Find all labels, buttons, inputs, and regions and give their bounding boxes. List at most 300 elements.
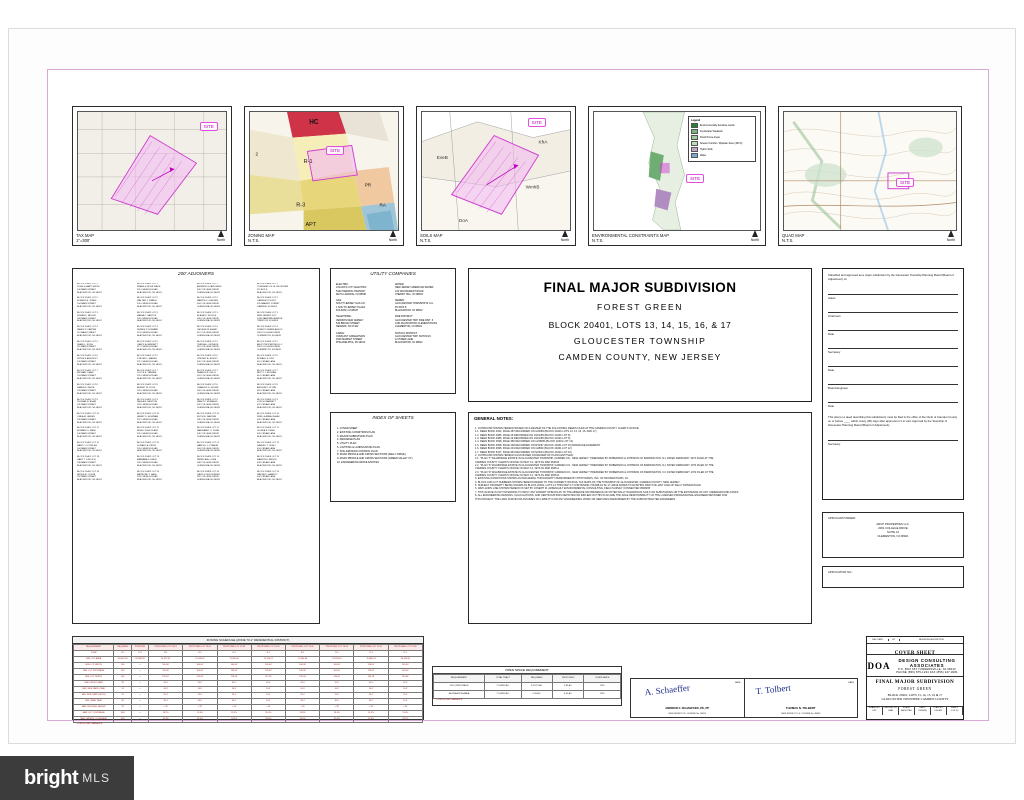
soils-map-scale: N.T.S.	[420, 237, 432, 243]
zoning-cell: 10'	[114, 687, 132, 693]
index-item: 7. SOIL EROSION CONTROL PLAN	[337, 449, 378, 453]
open-space-cell: 15% OPEN SPACE	[434, 683, 485, 691]
sheet-name-row	[867, 644, 963, 655]
zoning-schedule-grid	[73, 644, 423, 723]
zoning-cell: ---	[132, 681, 149, 687]
environmental-legend	[688, 116, 756, 162]
title-line-1: FINAL MAJOR SUBDIVISION	[543, 280, 737, 295]
open-space-column-header: REQUIREMENT	[434, 675, 485, 683]
zoning-cell: 30.0'	[251, 699, 285, 705]
zoning-cell: 30.0'	[285, 699, 319, 705]
zoning-cell: 35.0'	[285, 681, 319, 687]
application-number-block	[822, 566, 964, 588]
utility-entry: ELECTRIC: ATLANTIC CITY ELECTRIC 5100 HARDING HIGHWAY MAYS LANDING, NJ 08330	[336, 283, 367, 296]
zoning-cell: 100.00'	[183, 663, 217, 669]
legend-row	[691, 135, 753, 140]
zoning-cell: 100.00'	[217, 663, 251, 669]
zoning-cell: < 35'	[149, 705, 183, 711]
zoning-cell: MAX. BUILDING HEIGHT	[74, 705, 114, 711]
index-header: INDEX OF SHEETS	[372, 415, 414, 420]
north-arrow-tax: North	[215, 230, 227, 242]
legend-row	[691, 153, 753, 158]
adjoiner-entry: BLOCK 20403 LOT 8 CHARLES D. NOLAN 328 COLLEGE DRIVE GLENDORA, NJ 08029	[197, 384, 220, 395]
adjoiner-entry: BLOCK 20401 LOT 7 MICHAEL DEAN 124 MAIN STREET BLACKWOOD, NJ 08012	[77, 369, 102, 381]
applicant-address-3: CLEMENTON, NJ 08021	[877, 534, 909, 539]
zoning-cell: 100.00'	[285, 663, 319, 669]
general-note-line: 8. ALL ENGINEERING DESIGNS, CALCULATIONS, AND CERTIFICATIONS DEPICTED OR IMPLIED ON THIS PLAN ARE THE SOLE RESPONSIBILITY OF THE LICENSED PROFESSIONAL ENGINEER RETAINED FOR	[475, 494, 728, 498]
svg-text:APT: APT	[305, 221, 317, 229]
zoning-cell: 130.52'	[149, 675, 183, 681]
zoning-cell: < 35'	[217, 705, 251, 711]
applicant-name: ARCP PROPERTIES LLC.	[876, 522, 910, 527]
north-arrow-zoning: North	[387, 230, 399, 242]
approval-signature-line[interactable]	[828, 377, 958, 385]
general-note-line: 2.2. "PLAN 'S' WILLBRIDGE ESTATE IN GLOUCESTER TOWNSHIP, CAMDEN CO., NEW JERSEY" PREPARED BY ROBERSON & JOHNSON OF BARRINGTON, NJ, DATED FEBRUARY 1972 FILED AT THE	[475, 463, 714, 467]
zoning-map-scale: N.T.S.	[248, 237, 260, 243]
open-space-column-header: COMPLIANCE	[584, 675, 621, 683]
zoning-column-header: PROPOSED LOT 13.08	[388, 645, 422, 651]
adjoiner-entry: BLOCK 20403 LOT 6 VINCENT A. RUSSO 320 COLLEGE DRIVE GLENDORA, NJ 08029	[197, 355, 220, 366]
zoning-cell: ---	[132, 699, 149, 705]
utility-entry: SEWER: GLOUCESTER TOWNSHIP M.U.A. PO BOX 8 BLACKWOOD, NJ 08012	[395, 299, 434, 313]
zoning-cell: 25.0'	[320, 693, 354, 699]
zoning-cell: 35.0'	[183, 681, 217, 687]
svg-text:R-1: R-1	[303, 159, 313, 166]
zoning-schedule-title: ZONING SCHEDULE (ZONE "R-1" RESIDENTIAL DISTRICT)	[73, 637, 423, 644]
zoning-cell: 25'	[114, 693, 132, 699]
zoning-column-header: EXISTING	[132, 645, 149, 651]
zoning-column-header: PROPOSED LOT 13.05	[285, 645, 319, 651]
adjoiner-entry: BLOCK 20403 LOT 7 SHARON E. KELLY 324 COLLEGE DRIVE GLENDORA, NJ 08029	[197, 369, 220, 381]
zoning-cell: ---	[132, 705, 149, 711]
zoning-cell: MIN. LOT DEPTH	[74, 675, 114, 681]
zoning-cell: 35'	[114, 705, 132, 711]
zoning-cell: 10.0'	[388, 687, 422, 693]
utility-column-2	[395, 283, 453, 390]
open-space-grid	[433, 674, 621, 699]
zoning-cell: MAX. LOT COVERAGE	[74, 711, 114, 717]
adjoiner-entry: BLOCK 20404 LOT 13 MARION E. BRUCE 438 CEDAR LANE BLACKWOOD, NJ 08012	[257, 456, 282, 467]
project-title-3: BLOCK 20401, LOTS 13, 14, 15, 16 & 17	[887, 693, 943, 697]
svg-text:2: 2	[255, 152, 259, 158]
approval-label-attest: Attest	[828, 296, 836, 301]
firm-row	[867, 655, 963, 677]
zoning-cell: 30'	[114, 699, 132, 705]
revision-date-header: REV. DATE	[867, 639, 889, 641]
application-number-label: APPLICATION NO.:	[828, 570, 853, 574]
surveyor-license: NEW JERSEY P.L.S. LICENSE No. 38809	[781, 713, 821, 715]
footer-cell-value: DFT	[872, 709, 877, 712]
zoning-cell: 14,357.42	[149, 657, 183, 663]
zoning-cell: < 35'	[285, 705, 319, 711]
approval-label-secretary: Secretary	[828, 350, 841, 355]
north-arrow-soils: North	[559, 230, 571, 242]
index-item: 5. UTILITY PLAN	[337, 442, 357, 445]
firm-address-1: P.O. BOX 667 TURNERSVILLE, NJ 08012	[898, 667, 956, 671]
plan-sheet	[8, 28, 1016, 744]
revision-header-row	[867, 637, 963, 644]
zoning-cell: 45%	[114, 717, 132, 723]
site-label-zoning: SITE	[326, 146, 344, 155]
adjoiner-entry: BLOCK 20404 LOT 9 LOIS M. BARRETT 422 CEDAR LANE BLACKWOOD, NJ 08012	[257, 398, 282, 410]
zoning-schedule-footnote: * = PROPOSED VARIANCE	[75, 723, 103, 725]
footer-cell-value: AS NOTED	[901, 709, 912, 712]
zoning-cell: MIN. SIDE YARD (BOTH)	[74, 693, 114, 699]
general-note-line: 1.7. DEED BOOK 5167, PAGE 964 RECORDED ON 5/23/01 (BLOCK 20401 LOT 16)	[475, 450, 572, 454]
zoning-cell: 20.1%	[217, 711, 251, 717]
zoning-cell: 25.0'	[251, 693, 285, 699]
utility-entry: CABLE: COMCAST CABLEVISION 1500 MARKET STREET PHILADELPHIA, PA 19102	[336, 331, 366, 345]
applicant-label: APPLICANT/OWNER:	[828, 516, 856, 520]
quad-map-caption	[782, 233, 804, 244]
general-note-line: 1.5. DEED BOOK 4968, PAGE 248 RECORDED ON 8/11/97 (BLOCK 20401 LOT 15) DRAINAGE EASEMENT	[475, 443, 601, 447]
utility-entry: WATER: NEW JERSEY AMERICAN WATER 131 WOODCREST ROAD CHERRY HILL, NJ 08003	[395, 283, 434, 296]
zoning-cell: 105.00'	[320, 663, 354, 669]
title-line-4: GLOUCESTER TOWNSHIP	[573, 336, 707, 346]
adjoiner-entry: BLOCK 20401 LOT 2 ROBERT A. JONES 104 MAIN STREET BLACKWOOD, NJ 08012	[77, 297, 102, 309]
title-block-footer-cell	[899, 707, 915, 715]
title-line-5: CAMDEN COUNTY, NEW JERSEY	[558, 352, 722, 362]
adjoiner-entry: BLOCK 20404 LOT 6 RONALD K. IVEY 410 CEDAR LANE BLACKWOOD, NJ 08012	[257, 355, 282, 366]
zoning-cell: 145.86'	[388, 675, 422, 681]
zoning-cell: 125.08'	[183, 675, 217, 681]
zoning-cell: MIN. REAR YARD	[74, 699, 114, 705]
open-space-body	[434, 683, 621, 699]
quad-map-name: QUAD MAP	[782, 232, 805, 238]
title-line-3: BLOCK 20401, LOTS 13, 14, 15, 16, & 17	[548, 320, 732, 330]
index-item: 4. DRAINAGE PLAN	[337, 438, 361, 442]
zoning-cell: 100.00'	[183, 669, 217, 675]
zoning-cell: 140.00'	[388, 663, 422, 669]
approval-intro: Classified and approved as a major subdivision by the Gloucester Township Planning Board (Board of Adjustment) on	[828, 273, 954, 282]
zoning-cell: 35.0'	[320, 681, 354, 687]
zoning-cell: 120.44'	[285, 675, 319, 681]
north-arrow-quad: North	[945, 230, 957, 242]
adjoiner-entry: BLOCK 20404 LOT 10 FRED & ANNA CHASE 426 CEDAR LANE BLACKWOOD, NJ 08012	[257, 412, 282, 424]
zoning-cell: 119.06'	[217, 675, 251, 681]
key-map-soils	[416, 106, 576, 246]
zoning-cell: 110.00'	[149, 669, 183, 675]
adjoiner-entry: BLOCK 20402 LOT 13 BARBARA S. KEEN 249 CHURCH ROAD BLACKWOOD, NJ 08012	[137, 456, 162, 467]
open-space-cell: 2.61737 AC.	[521, 683, 552, 691]
surveyor-date: DATE	[848, 682, 854, 684]
open-space-row	[434, 691, 621, 699]
approval-label-engineer: Board Engineer	[828, 386, 849, 391]
svg-text:RA: RA	[379, 203, 386, 209]
approval-label-date2: Date	[828, 368, 835, 373]
zoning-cell: 19.4%	[183, 711, 217, 717]
zoning-cell: 27.4%	[354, 717, 388, 723]
zoning-map-graphic	[249, 111, 399, 231]
zoning-cell: 35'	[114, 681, 132, 687]
adjoiner-entry: BLOCK 20404 LOT 1 TOWNSHIP OF GLOUCESTER PO BOX 8 BLACKWOOD, NJ 08012	[257, 283, 289, 294]
general-note-line: CAMDEN COUNTY CLERK'S OFFICE ON MAY 14, 1973 AS MAP #945-A	[475, 467, 560, 471]
legend-swatch	[691, 135, 698, 140]
adjoiners-panel	[72, 268, 320, 624]
utility-column-1	[336, 283, 392, 390]
legend-row	[691, 123, 753, 128]
general-note-line: 1.3. DEED BOOK 4086, PAGE 29 RECORDED ON 10/21/89 (BLOCK 20401 LOT 9)	[475, 437, 571, 441]
watermark-brand: bright	[24, 766, 79, 789]
index-of-sheets-panel	[330, 412, 456, 502]
zoning-cell: 10.0'	[285, 687, 319, 693]
adjoiner-entry: BLOCK 20401 LOT 8 KAREN F. WHITE 128 MAIN STREET BLACKWOOD, NJ 08012	[77, 384, 102, 395]
zoning-cell: 25.0'	[388, 693, 422, 699]
adjoiner-entry: BLOCK 20401 LOT 12 NANCY J. FOWLER 144 MAIN STREET BLACKWOOD, NJ 08012	[77, 441, 102, 453]
approval-signature-line[interactable]	[828, 395, 958, 403]
adjoiner-entry: BLOCK 20401 LOT 19 HELEN R. COSTA 152 MAIN STREET BLACKWOOD, NJ 08012	[77, 470, 102, 482]
adjoiners-column-4	[257, 283, 317, 620]
zoning-cell: ---	[132, 663, 149, 669]
adjoiner-entry: BLOCK 20402 LOT 6 STEVEN L. MARSH 221 CHURCH ROAD BLACKWOOD, NJ 08012	[137, 355, 162, 366]
site-label-tax: SITE	[200, 122, 218, 131]
engineer-signature-scrawl: A. Schaeffer	[643, 682, 690, 698]
general-note-line: 7. THIS OFFICE IS NOT INTENDING TO IMPLY ANY EXPERT OPINION AS TO THE ABSENCE OR PRESENCE OF POTENTIALLY HAZARDOUS SOILS OR SUBSTANCES OR THE EXISTENCE OF ANY UNDERGROUND TANKS.	[475, 490, 740, 494]
adjoiner-entry: BLOCK 20404 LOT 5 ARCP PROPERTIES LLC 2001 COLLEGE DRIVE CLEMENTON, NJ 08021	[257, 340, 283, 352]
main-title-panel	[468, 268, 812, 402]
title-line-2: FOREST GREEN	[596, 302, 684, 312]
legend-title: Legend	[691, 119, 701, 122]
general-note-line: 3. EXISTING CONDITIONS SHOWN AS PER AERIAL TOPOGRAPHY PERFORMED BY PHOTOMAPS, INC. OF MOORESTOWN, NJ.	[475, 477, 629, 481]
open-space-row	[434, 683, 621, 691]
zoning-cell: ---	[132, 669, 149, 675]
general-notes-panel	[468, 412, 812, 624]
firm-address-2: PHONE (856) 875-1234 FAX (856) 227-0081	[896, 670, 958, 674]
zoning-cell: ---	[132, 711, 149, 717]
sheet-title-block	[866, 636, 964, 720]
adjoiner-entry: BLOCK 20404 LOT 3 NEW JERSEY DOT 1035 PARKWAY AVENUE TRENTON, NJ 08625	[257, 311, 283, 323]
zoning-table-row	[74, 717, 423, 723]
open-space-cell: 2.92 AC.	[552, 683, 584, 691]
zoning-cell: 10.0'	[217, 687, 251, 693]
adjoiner-entry: BLOCK 20402 LOT 1 FRANK & ROSE DAVIS 201 CHURCH ROAD BLACKWOOD, NJ 08012	[137, 283, 162, 294]
environmental-map-name: ENVIRONMENTAL CONSTRAINTS MAP	[592, 232, 670, 238]
title-block-footer-cell	[867, 707, 883, 715]
zoning-column-header: REQUIREMENT	[74, 645, 114, 651]
zoning-cell: 33.0%	[183, 717, 217, 723]
svg-text:PR: PR	[364, 183, 372, 189]
zoning-cell: 35.0'	[388, 681, 422, 687]
svg-text:R-3: R-3	[296, 202, 306, 209]
zoning-cell: 31.4%	[149, 717, 183, 723]
soils-map-name: SOILS MAP	[420, 232, 443, 238]
key-map-quad	[778, 106, 962, 246]
site-label-soils: SITE	[528, 118, 546, 127]
soils-map-graphic	[421, 111, 571, 231]
zoning-cell: 12,508.01	[183, 657, 217, 663]
zoning-cell: 10,000 S.F.	[114, 657, 132, 663]
adjoiner-entry: BLOCK 20402 LOT 11 RITA & JOHN CLARY 241 CHURCH ROAD BLACKWOOD, NJ 08012	[137, 427, 162, 438]
approval-signature-line[interactable]	[828, 287, 958, 295]
tax-map-scale: 1"=300'	[76, 237, 91, 243]
quad-map-graphic	[783, 111, 957, 231]
zoning-cell: ZONE	[74, 651, 114, 657]
approval-label-date3: Date	[828, 404, 835, 409]
zoning-cell: 16.2%	[354, 711, 388, 717]
zoning-cell: 100.00'	[251, 669, 285, 675]
zoning-cell: MIN. LOT AREA	[74, 657, 114, 663]
surveyor-signature-cell[interactable]	[745, 679, 858, 717]
key-map-zoning	[244, 106, 404, 246]
zoning-cell: 13.0%	[388, 711, 422, 717]
zoning-cell: R-1	[149, 651, 183, 657]
adjoiner-entry: BLOCK 20402 LOT 5 CAROL A. BENNETT 217 CHURCH ROAD BLACKWOOD, NJ 08012	[137, 340, 162, 352]
legend-swatch	[691, 147, 698, 152]
legend-label: Water	[700, 154, 707, 157]
open-space-header-row	[434, 675, 621, 683]
zoning-cell: 35.0'	[217, 681, 251, 687]
zoning-cell: 18.6%	[320, 711, 354, 717]
zoning-cell: 31.8%	[320, 717, 354, 723]
open-space-column-header: PROPOSED	[552, 675, 584, 683]
adjoiner-entry: BLOCK 20401 LOT 1 JOHN & MARY SMITH 100 MAIN STREET BLACKWOOD, NJ 08012	[77, 283, 102, 294]
general-note-line: CAMDEN COUNTY CLERK'S OFFICE ON MAY 14, 1973 AS MAP #945-D	[475, 474, 560, 478]
zoning-cell: < 35'	[183, 705, 217, 711]
zoning-cell: 30.0'	[388, 699, 422, 705]
zoning-cell: MIN. LOT FRONTAGE	[74, 669, 114, 675]
zoning-column-header: PROPOSED LOT 13.04	[251, 645, 285, 651]
index-item: 8. ROAD PROFILE AND CROSS SECTIONS (KELLY DRIVE)	[337, 453, 406, 457]
project-title-row	[867, 677, 963, 707]
watermark-brightmls	[0, 756, 134, 800]
engineer-signature-cell[interactable]	[631, 679, 745, 717]
footer-cell-label: DATE:	[919, 707, 926, 709]
adjoiner-entry: BLOCK 20401 LOT 6 PETER & ANN HOLT 120 MAIN STREET BLACKWOOD, NJ 08012	[77, 355, 102, 366]
footer-cell-value: 05-0821	[934, 709, 943, 712]
index-item: 2. EXISTING CONDITIONS PLAN	[337, 430, 376, 434]
adjoiner-entry: BLOCK 20403 LOT 3 ELAINE F. WOODS 308 COLLEGE DRIVE GLENDORA, NJ 08029	[197, 311, 220, 323]
zoning-column-header: PROPOSED LOT 13.06	[320, 645, 354, 651]
key-map-environmental	[588, 106, 766, 246]
general-note-line: 2.1. "PLAN 'T' WILLBRIDGE ESTATE IN GLOUCESTER TOWNSHIP, CAMDEN CO., NEW JERSEY" PREPARED BY ROBERSON & JOHNSON OF BARRINGTON, NJ, DATED FEBRUARY 1972 FILED AT THE	[475, 457, 714, 461]
index-list	[337, 427, 451, 465]
zoning-map-name: ZONING MAP	[248, 232, 275, 238]
zoning-cell: 117.60'	[251, 675, 285, 681]
general-notes-header: GENERAL NOTES:	[474, 416, 514, 421]
adjoiner-entry: BLOCK 20402 LOT 7 JOYCE E. TANNER 225 CHURCH ROAD BLACKWOOD, NJ 08012	[137, 369, 162, 381]
svg-text:EveB: EveB	[436, 156, 448, 162]
utility-entry: SCHOOL DISTRICT: GLOUCESTER TWP. SCHOOLS 12 HIDER LANE BLACKWOOD, NJ 08012	[395, 331, 431, 345]
adjoiner-entry: BLOCK 20402 LOT 9 PAULA R. NEWTON 233 CHURCH ROAD BLACKWOOD, NJ 08012	[137, 398, 162, 410]
applicant-address-2: SUITE 12	[886, 530, 900, 535]
adjoiner-entry: BLOCK 20404 LOT 12 SAMUEL T. ODELL 434 CEDAR LANE BLACKWOOD, NJ 08012	[257, 441, 282, 453]
watermark-suffix: MLS	[82, 771, 110, 785]
professional-signature-block	[630, 678, 858, 718]
adjoiner-entry: BLOCK 20404 LOT 4 FOREST GREEN ASSOC. 2001 COLLEGE DRIVE CLEMENTON, NJ 08021	[257, 326, 283, 337]
zoning-cell: 20.4%	[251, 711, 285, 717]
legend-row	[691, 141, 753, 146]
utility-entry: FIRE DISTRICT: GLOUCESTER TWP. FIRE DIST. 3 1261 BLACKWOOD CLEMENTON RD CLEMENTON, NJ 08021	[395, 315, 438, 329]
firm-logo: DOA	[867, 660, 891, 671]
adjoiner-entry: BLOCK 20403 LOT 1 ANDREW & KATE REED 300 COLLEGE DRIVE GLENDORA, NJ 08029	[197, 283, 222, 294]
zoning-cell: R-1	[217, 651, 251, 657]
zoning-cell: 134.58'	[354, 675, 388, 681]
open-space-table	[432, 666, 622, 706]
zoning-cell: 100.00'	[217, 669, 251, 675]
index-item: 10. ENGINEERING DETAILS/NOTES	[337, 460, 379, 464]
zoning-cell: R-1	[320, 651, 354, 657]
zoning-cell: MIN. LOT WIDTH	[74, 663, 114, 669]
revision-by-header: BY	[889, 639, 900, 641]
zoning-cell: 25.0'	[149, 693, 183, 699]
approval-block	[822, 268, 964, 500]
open-space-cell: 0.41 AC.	[552, 691, 584, 699]
general-note-line: 2.3. "PLAN 'D' WILLBRIDGE ESTATE IN GLOUCESTER TOWNSHIP, CAMDEN CO., NEW JERSEY" PREPARED BY ROBERSON & JOHNSON OF BARRINGTON, NJ, DATED FEBRUARY 1972 FILED AT THE	[475, 470, 714, 474]
zoning-cell: R-1	[388, 651, 422, 657]
project-title-2: FOREST GREEN	[898, 687, 932, 691]
applicant-owner-block	[822, 512, 964, 558]
zoning-cell: R-1	[354, 651, 388, 657]
zoning-map-caption	[248, 233, 275, 244]
general-note-line: 1.2. DEED BOOK 4086, PAGE 26 RECORDED ON 10/21/89 (BLOCK 20401 LOT 8)	[475, 433, 571, 437]
general-note-line: 1.4. DEED BOOK 4848, PAGE 350 RECORDED ON 11/28/95 (BLOCK 20401 LOT 14)	[475, 440, 573, 444]
zoning-cell: 11,760.22	[251, 657, 285, 663]
zoning-cell: 140.00'	[388, 669, 422, 675]
environmental-map-caption	[592, 233, 669, 244]
zoning-cell: 34.6%	[251, 717, 285, 723]
zoning-schedule-body	[74, 651, 423, 723]
adjoiner-entry: BLOCK 20402 LOT 2 WALTER J. KIMBLE 205 CHURCH ROAD BLACKWOOD, NJ 08012	[137, 297, 162, 309]
approval-label-date1: Date	[828, 332, 835, 337]
zoning-cell: R-1	[285, 651, 319, 657]
svg-text:KfrA: KfrA	[538, 140, 548, 146]
zoning-cell: 105.00'	[320, 669, 354, 675]
project-title-4: GLOUCESTER TOWNSHIP, CAMDEN COUNTY	[881, 697, 949, 701]
zoning-cell: 10.0'	[149, 687, 183, 693]
adjoiners-column-3	[197, 283, 255, 620]
adjoiner-entry: BLOCK 20401 LOT 10 LINDA M. GREEN 136 MAIN STREET BLACKWOOD, NJ 08012	[77, 412, 102, 424]
zoning-cell: MIN. FRONT YARD	[74, 681, 114, 687]
zoning-cell: MAX. IMPERV. COVERAGE	[74, 717, 114, 723]
adjoiner-entry: BLOCK 20403 LOT 14 DAVID & SUE NORRIS 352 COLLEGE DRIVE GLENDORA, NJ 08029	[197, 470, 220, 482]
approval-signature-line[interactable]	[828, 323, 958, 331]
adjoiner-entry: BLOCK 20404 LOT 11 GLORIA R. PENN 430 CEDAR LANE BLACKWOOD, NJ 08012	[257, 427, 282, 438]
sheet-name: COVER SHEET	[894, 651, 936, 656]
plan-border	[47, 69, 989, 725]
zoning-cell: 25.0'	[217, 693, 251, 699]
adjoiner-entry: BLOCK 20403 LOT 5 TERESA L. MONROE 316 COLLEGE DRIVE GLENDORA, NJ 08029	[197, 340, 220, 352]
footer-cell-label: CHECKED BY:	[883, 707, 898, 709]
approval-signature-line[interactable]	[828, 359, 958, 367]
index-item: 1. COVER SHEET	[337, 427, 358, 430]
zoning-schedule-table	[72, 636, 424, 725]
adjoiners-column-2	[137, 283, 195, 620]
zoning-cell: ---	[132, 675, 149, 681]
zoning-cell: 100'	[114, 663, 132, 669]
adjoiner-entry: BLOCK 20402 LOT 4 DENNIS P. HOWARD 213 CHURCH ROAD BLACKWOOD, NJ 08012	[137, 326, 162, 337]
zoning-cell: 126.00'	[320, 675, 354, 681]
zoning-cell: 33.5%	[285, 717, 319, 723]
legend-label: Environmentally Sensitive Lands	[700, 124, 735, 127]
legend-row	[691, 147, 753, 152]
legend-row	[691, 129, 753, 134]
legend-label: Flood Prone Areas	[700, 136, 720, 139]
open-space-cell: 17.44916 AC.	[485, 691, 522, 699]
zoning-cell: 13,226.50	[320, 657, 354, 663]
open-space-cell: 0.35 AC.	[521, 691, 552, 699]
footer-cell-label: SHEET:	[950, 707, 959, 709]
zoning-cell: < 35'	[251, 705, 285, 711]
approval-secretary-line[interactable]	[828, 433, 958, 441]
north-arrow-environmental: North	[749, 230, 761, 242]
adjoiner-entry: BLOCK 20401 LOT 3 SUSAN K. MILLER 108 MAIN STREET BLACKWOOD, NJ 08012	[77, 311, 102, 323]
general-note-line: 6. WETLANDS LINE SHOWN HEREON IS SET BY JOSEPH M. ARSENAULT ENVIRONMENTAL CONSULTING, FIELD SURVEY CONNECTED 05/08/05	[475, 487, 651, 491]
zoning-cell: R-1	[132, 651, 149, 657]
approval-signature-line[interactable]	[828, 305, 958, 313]
approval-signature-line[interactable]	[828, 341, 958, 349]
firm-name: DESIGN CONSULTING ASSOCIATES	[898, 657, 956, 668]
zoning-cell: 30.0'	[217, 699, 251, 705]
